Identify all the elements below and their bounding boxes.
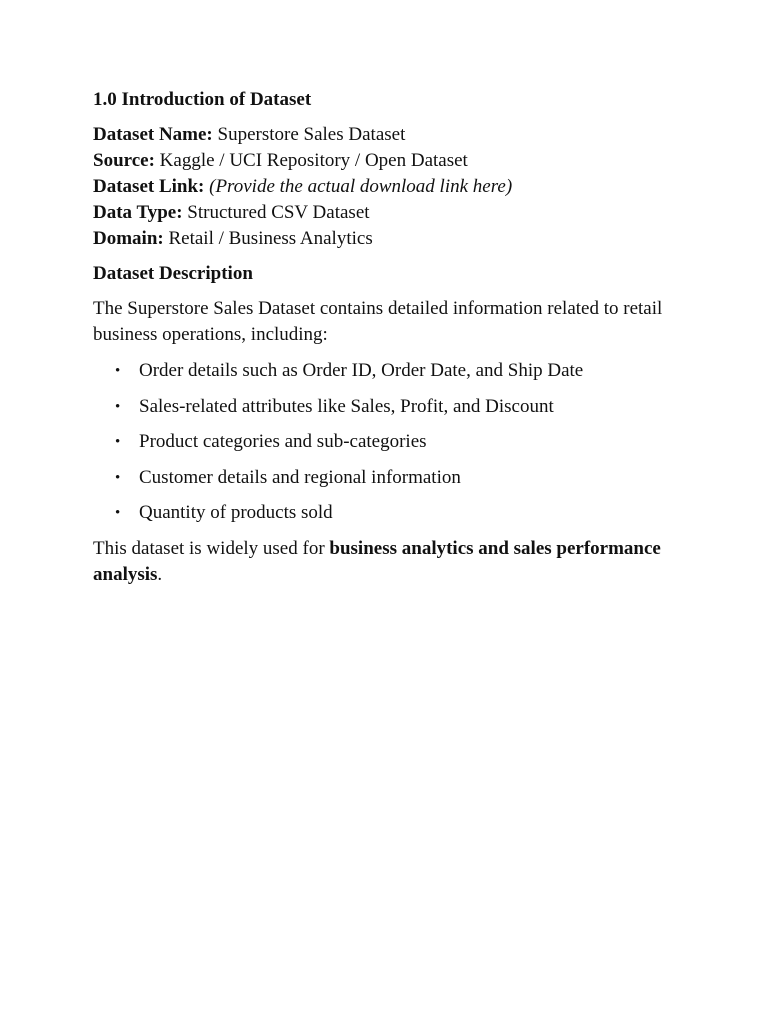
data-type-line — [93, 200, 693, 226]
bullet-icon: • — [115, 505, 121, 521]
bullet-icon: • — [115, 469, 121, 486]
closing-suffix: . — [157, 563, 163, 585]
list-item-text: Customer details and regional information — [139, 466, 461, 488]
list-item — [93, 358, 693, 384]
closing-paragraph — [93, 536, 693, 588]
closing-emphasis: business analytics and sales performance analysis — [93, 537, 661, 585]
feature-list — [93, 358, 693, 526]
list-item-text: Sales-related attributes like Sales, Profit, and Discount — [139, 395, 554, 417]
dataset-link-value: (Provide the actual download link here) — [209, 176, 513, 197]
section-heading: 1.0 Introduction of Dataset — [93, 89, 312, 110]
dataset-name-label: Dataset Name: — [93, 124, 213, 145]
description-paragraph: The Superstore Sales Dataset contains detailed information related to retail business operations, including: — [93, 298, 663, 345]
list-item — [93, 394, 693, 420]
description-heading: Dataset Description — [93, 263, 253, 284]
source-value: Kaggle / UCI Repository / Open Dataset — [159, 150, 468, 171]
list-item-text: Order details such as Order ID, Order Date, and Ship Date — [139, 360, 584, 381]
data-type-value: Structured CSV Dataset — [187, 202, 370, 223]
list-item-text: Quantity of products sold — [139, 502, 333, 523]
source-line — [93, 148, 693, 174]
dataset-name-value: Superstore Sales Dataset — [217, 124, 406, 145]
closing-prefix: This dataset is widely used for — [93, 537, 330, 559]
list-item — [93, 465, 693, 491]
source-label: Source: — [93, 150, 155, 171]
dataset-link-label: Dataset Link: — [93, 176, 205, 197]
bullet-icon: • — [115, 434, 121, 450]
domain-value: Retail / Business Analytics — [168, 228, 373, 249]
dataset-name-line — [93, 122, 693, 148]
list-item-text: Product categories and sub-categories — [139, 431, 427, 452]
list-item — [93, 429, 693, 455]
bullet-icon: • — [115, 398, 121, 415]
domain-label: Domain: — [93, 228, 164, 249]
document-content — [93, 88, 693, 598]
dataset-link-line — [93, 174, 693, 200]
list-item — [93, 500, 693, 526]
bullet-icon: • — [115, 363, 121, 379]
data-type-label: Data Type: — [93, 202, 183, 223]
dataset-metadata — [93, 122, 693, 252]
domain-line — [93, 226, 693, 252]
